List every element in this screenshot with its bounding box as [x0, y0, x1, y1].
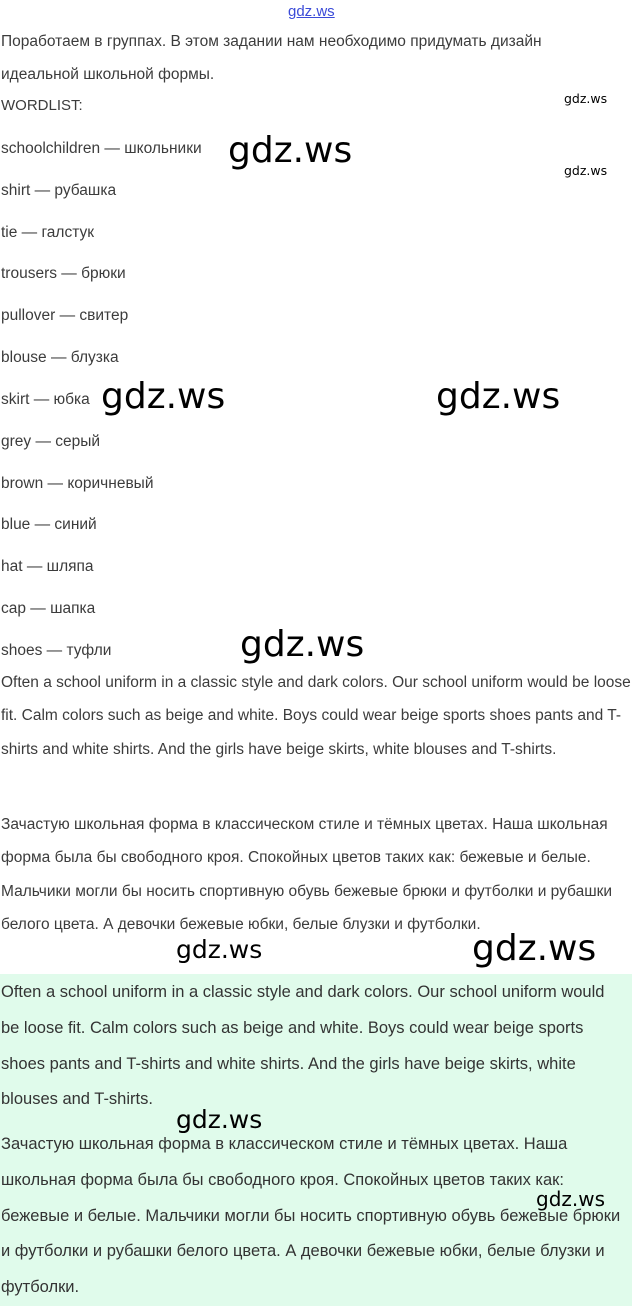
watermark: gdz.ws	[564, 91, 608, 106]
watermark: gdz.ws	[228, 130, 353, 171]
answer-english: Often a school uniform in a classic style and dark colors. Our school uniform would be loose fit. Calm colors such as beige and white. Boys could wear beige sports shoes pants and T-shirts and white shirts. And the girls have beige skirts, white blouses and T-shirts.	[1, 674, 631, 758]
watermark: gdz.ws	[101, 376, 226, 417]
site-link[interactable]: gdz.ws	[288, 3, 335, 20]
intro-line-2: идеальной школьной формы.	[1, 66, 215, 83]
wordlist-item: schoolchildren — школьники	[1, 140, 202, 157]
highlighted-answer-english: Often a school uniform in a classic style and dark colors. Our school uniform would be loose fit. Calm colors such as beige and white. Boys could wear beige sports shoes pants and T-shirts and white shirts. And the girls have beige skirts, white blouses and T-shirts.	[1, 983, 605, 1109]
wordlist-item: grey — серый	[1, 433, 101, 450]
highlighted-answer-russian: Зачастую школьная форма в классическом стиле и тёмных цветах. Наша школьная форма была бы свободного кроя. Спокойных цветов таких как: бежевые и белые. Мальчики могли бы носить спортивную обувь бежевые брюки и футболки и рубашки белого цвета. А девочки бежевые юбки, белые блузки и футболки.	[1, 1135, 621, 1297]
wordlist-item: hat — шляпа	[1, 558, 94, 575]
watermark: gdz.ws	[536, 1187, 606, 1211]
watermark: gdz.ws	[564, 163, 608, 178]
wordlist-item: shirt — рубашка	[1, 182, 117, 199]
wordlist-item: pullover — свитер	[1, 307, 129, 324]
wordlist-title: WORDLIST:	[1, 97, 83, 114]
watermark: gdz.ws	[176, 935, 263, 964]
watermark: gdz.ws	[240, 624, 365, 665]
wordlist-item: trousers — брюки	[1, 265, 126, 282]
wordlist-item: brown — коричневый	[1, 475, 154, 492]
wordlist-item: blouse — блузка	[1, 349, 119, 366]
answer-russian: Зачастую школьная форма в классическом стиле и тёмных цветах. Наша школьная форма была бы свободного кроя. Спокойных цветов таких как: бежевые и белые. Мальчики могли бы носить спортивную обувь бежевые брюки и футболки и рубашки белого цвета. А девочки бежевые юбки, белые блузки и футболки.	[1, 816, 613, 933]
wordlist-item: shoes — туфли	[1, 642, 112, 659]
wordlist-item: blue — синий	[1, 516, 97, 533]
watermark: gdz.ws	[436, 376, 561, 417]
watermark: gdz.ws	[176, 1105, 263, 1134]
wordlist-item: cap — шапка	[1, 600, 96, 617]
intro-line-1: Поработаем в группах. В этом задании нам необходимо придумать дизайн	[1, 33, 542, 50]
wordlist-item: skirt — юбка	[1, 391, 90, 408]
watermark: gdz.ws	[472, 928, 597, 969]
wordlist-item: tie — галстук	[1, 224, 95, 241]
